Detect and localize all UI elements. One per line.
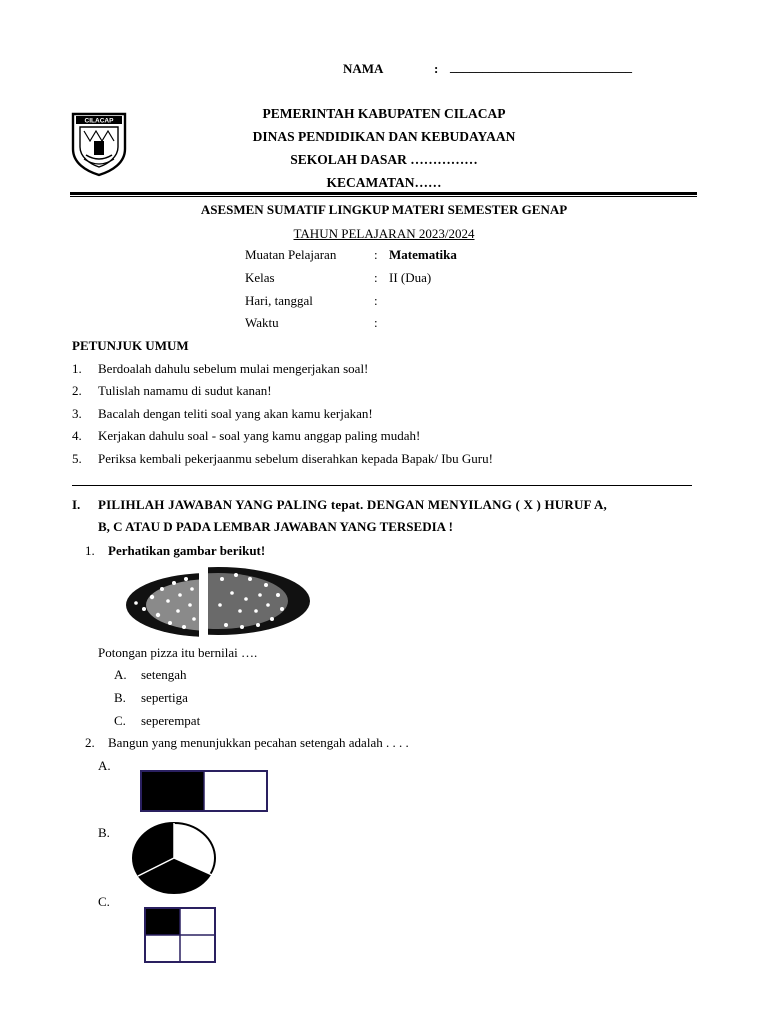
q2-number: 2. (85, 735, 95, 750)
option-letter[interactable]: A. (114, 667, 127, 682)
option-letter[interactable]: A. (98, 758, 111, 773)
info-label: Kelas (245, 270, 275, 285)
section-instruction-line1: PILIHLAH JAWABAN YANG PALING tepat. DENGAN MENYILANG ( X ) HURUF A, (98, 497, 607, 512)
school-title: SEKOLAH DASAR …………… (290, 152, 478, 167)
section-number: I. (72, 497, 81, 512)
option-text[interactable]: setengah (141, 667, 187, 682)
info-label: Muatan Pelajaran (245, 247, 337, 262)
dept-title: DINAS PENDIDIKAN DAN KEBUDAYAAN (252, 129, 516, 144)
instructions-heading: PETUNJUK UMUM (72, 338, 189, 353)
q1-prompt: Perhatikan gambar berikut! (108, 543, 266, 558)
header-rule-thin (70, 196, 697, 197)
name-colon: : (434, 61, 439, 76)
option-letter[interactable]: C. (98, 894, 110, 909)
info-value: II (Dua) (389, 270, 432, 285)
info-colon: : (374, 270, 378, 285)
list-number: 1. (72, 361, 82, 376)
list-item: Tulislah namamu di sudut kanan! (98, 383, 272, 398)
info-colon: : (374, 247, 378, 262)
option-letter[interactable]: C. (114, 713, 126, 728)
quarter-shaded-square[interactable] (144, 907, 216, 963)
info-colon: : (374, 315, 378, 330)
name-blank[interactable]: ____________________________ (450, 59, 632, 74)
logo-text: CILACAP (84, 117, 114, 125)
list-item: Periksa kembali pekerjaanmu sebelum diserahkan kepada Bapak/ Ibu Guru! (98, 451, 493, 466)
option-text[interactable]: seperempat (141, 713, 201, 728)
q2-question: Bangun yang menunjukkan pecahan setengah adalah . . . . (108, 735, 409, 750)
info-colon: : (374, 293, 378, 308)
list-number: 5. (72, 451, 82, 466)
info-label: Hari, tanggal (245, 293, 313, 308)
option-letter[interactable]: B. (98, 825, 110, 840)
section-instruction-line2: B, C ATAU D PADA LEMBAR JAWABAN YANG TERSEDIA ! (98, 519, 453, 534)
name-label: NAMA (343, 61, 384, 76)
pizza-halves-image (122, 565, 312, 637)
list-number: 4. (72, 428, 82, 443)
exam-title: ASESMEN SUMATIF LINGKUP MATERI SEMESTER GENAP (200, 202, 568, 217)
option-letter[interactable]: B. (114, 690, 126, 705)
info-label: Waktu (245, 315, 279, 330)
list-number: 3. (72, 406, 82, 421)
list-number: 2. (72, 383, 82, 398)
header-rule-thick (70, 192, 697, 195)
half-shaded-rectangle[interactable] (140, 770, 268, 812)
section-divider (72, 485, 692, 486)
exam-year: TAHUN PELAJARAN 2023/2024 (293, 226, 475, 241)
info-value: Matematika (389, 247, 457, 262)
district-title: KECAMATAN…… (326, 175, 442, 190)
gov-title: PEMERINTAH KABUPATEN CILACAP (262, 106, 506, 121)
q1-question: Potongan pizza itu bernilai …. (98, 645, 258, 660)
q1-number: 1. (85, 543, 95, 558)
list-item: Berdoalah dahulu sebelum mulai mengerjakan soal! (98, 361, 369, 376)
list-item: Kerjakan dahulu soal - soal yang kamu anggap paling mudah! (98, 428, 421, 443)
option-text[interactable]: sepertiga (141, 690, 188, 705)
list-item: Bacalah dengan teliti soal yang akan kamu kerjakan! (98, 406, 373, 421)
third-shaded-circle[interactable] (130, 820, 218, 896)
